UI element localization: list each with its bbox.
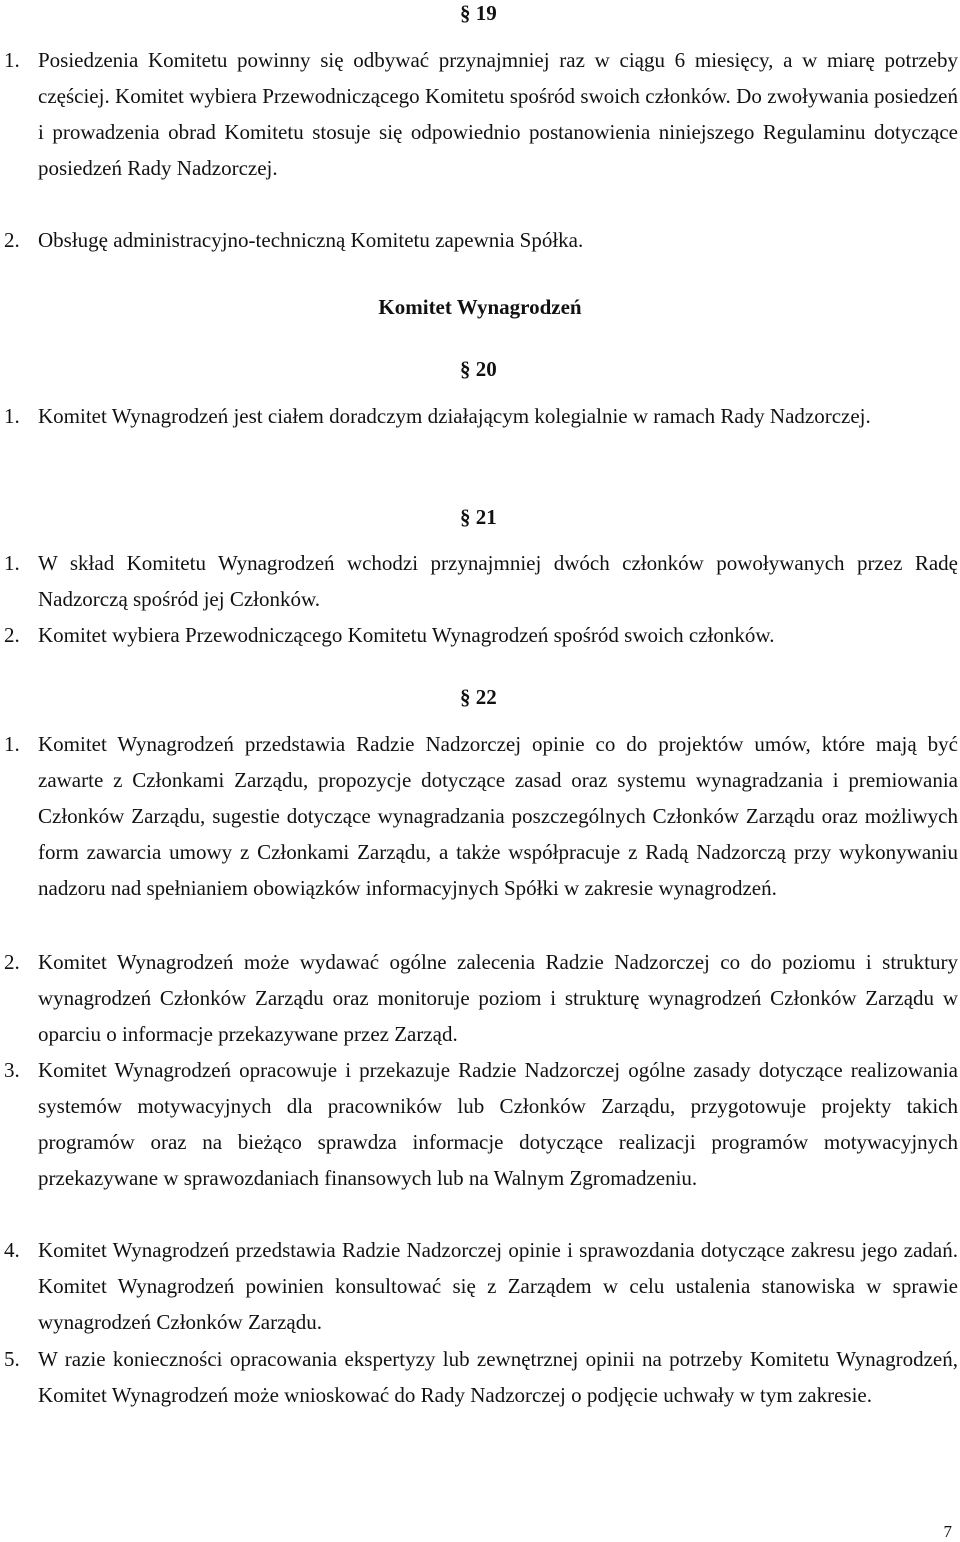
section-symbol: § <box>460 1 471 25</box>
item-number: 4. <box>4 1238 20 1262</box>
item-text: Posiedzenia Komitetu powinny się odbywać przynajmniej raz w ciągu 6 miesięcy, a w miarę potrzeby częściej. Komitet wybiera Przewodniczącego Komitetu spośród swoich członków. Do zwoływania posiedzeń i prowadzenia obrad Komitetu stosuje się odpowiednio postanowienia niniejszego Regulaminu dotyczące posiedzeń Rady Nadzorczej. <box>38 48 958 180</box>
item-number: 1. <box>4 404 20 428</box>
list-item <box>4 1232 958 1340</box>
paragraph-heading-21 <box>460 505 497 529</box>
item-number: 1. <box>4 48 20 72</box>
paragraph-number: 19 <box>475 1 497 25</box>
item-number: 1. <box>4 551 20 575</box>
item-number: 3. <box>4 1058 20 1082</box>
item-text: Komitet wybiera Przewodniczącego Komitetu Wynagrodzeń spośród swoich członków. <box>38 623 775 647</box>
item-number: 2. <box>4 950 20 974</box>
section-symbol: § <box>460 685 471 709</box>
list-item <box>4 1052 958 1196</box>
paragraph-heading-19 <box>460 1 497 25</box>
item-text: W skład Komitetu Wynagrodzeń wchodzi przynajmniej dwóch członków powoływanych przez Radę Nadzorczą spośród jej Członków. <box>38 551 958 611</box>
item-text: Komitet Wynagrodzeń jest ciałem doradczym działającym kolegialnie w ramach Rady Nadzorczej. <box>38 404 871 428</box>
item-number: 1. <box>4 732 20 756</box>
list-item <box>4 617 958 653</box>
section-symbol: § <box>460 505 471 529</box>
item-number: 2. <box>4 228 20 252</box>
item-number: 2. <box>4 623 20 647</box>
list-item <box>4 726 958 906</box>
list-item <box>4 222 958 258</box>
paragraph-number: 21 <box>475 505 497 529</box>
item-text: W razie konieczności opracowania ekspertyzy lub zewnętrznej opinii na potrzeby Komitetu Wynagrodzeń, Komitet Wynagrodzeń może wnioskować do Rady Nadzorczej o podjęcie uchwały w tym zakresie. <box>38 1347 958 1407</box>
item-text: Obsługę administracyjno-techniczną Komitetu zapewnia Spółka. <box>38 228 584 252</box>
paragraph-heading-22 <box>460 685 497 709</box>
item-text: Komitet Wynagrodzeń opracowuje i przekazuje Radzie Nadzorczej ogólne zasady dotyczące realizowania systemów motywacyjnych dla pracowników lub Członków Zarządu, przygotowuje projekty takich programów oraz na bieżąco sprawdza informacje dotyczące realizacji programów motywacyjnych przekazywane w sprawozdaniach finansowych lub na Walnym Zgromadzeniu. <box>38 1058 958 1190</box>
page-number: 7 <box>943 1522 952 1541</box>
section-symbol: § <box>460 357 471 381</box>
item-number: 5. <box>4 1347 20 1371</box>
list-item <box>4 545 958 617</box>
section-heading: Komitet Wynagrodzeń <box>378 295 582 319</box>
list-item <box>4 1341 958 1413</box>
list-item <box>4 944 958 1052</box>
list-item <box>4 398 958 434</box>
paragraph-number: 22 <box>475 685 497 709</box>
list-item <box>4 42 958 186</box>
item-text: Komitet Wynagrodzeń może wydawać ogólne zalecenia Radzie Nadzorczej co do poziomu i struktury wynagrodzeń Członków Zarządu oraz monitoruje poziom i strukturę wynagrodzeń Członków Zarządu w oparciu o informacje przekazywane przez Zarząd. <box>38 950 958 1046</box>
paragraph-number: 20 <box>475 357 497 381</box>
item-text: Komitet Wynagrodzeń przedstawia Radzie Nadzorczej opinie i sprawozdania dotyczące zakresu jego zadań. Komitet Wynagrodzeń powinien konsultować się z Zarządem w celu ustalenia stanowiska w sprawie wynagrodzeń Członków Zarządu. <box>38 1238 958 1334</box>
paragraph-heading-20 <box>460 357 497 381</box>
item-text: Komitet Wynagrodzeń przedstawia Radzie Nadzorczej opinie co do projektów umów, które mają być zawarte z Członkami Zarządu, propozycje dotyczące zasad oraz systemu wynagradzania i premiowania Członków Zarządu, sugestie dotyczące wynagradzania poszczególnych Członków Zarządu oraz możliwych form zawarcia umowy z Członkami Zarządu, a także współpracuje z Radą Nadzorczą przy wykonywaniu nadzoru nad spełnianiem obowiązków informacyjnych Spółki w zakresie wynagrodzeń. <box>38 732 958 900</box>
